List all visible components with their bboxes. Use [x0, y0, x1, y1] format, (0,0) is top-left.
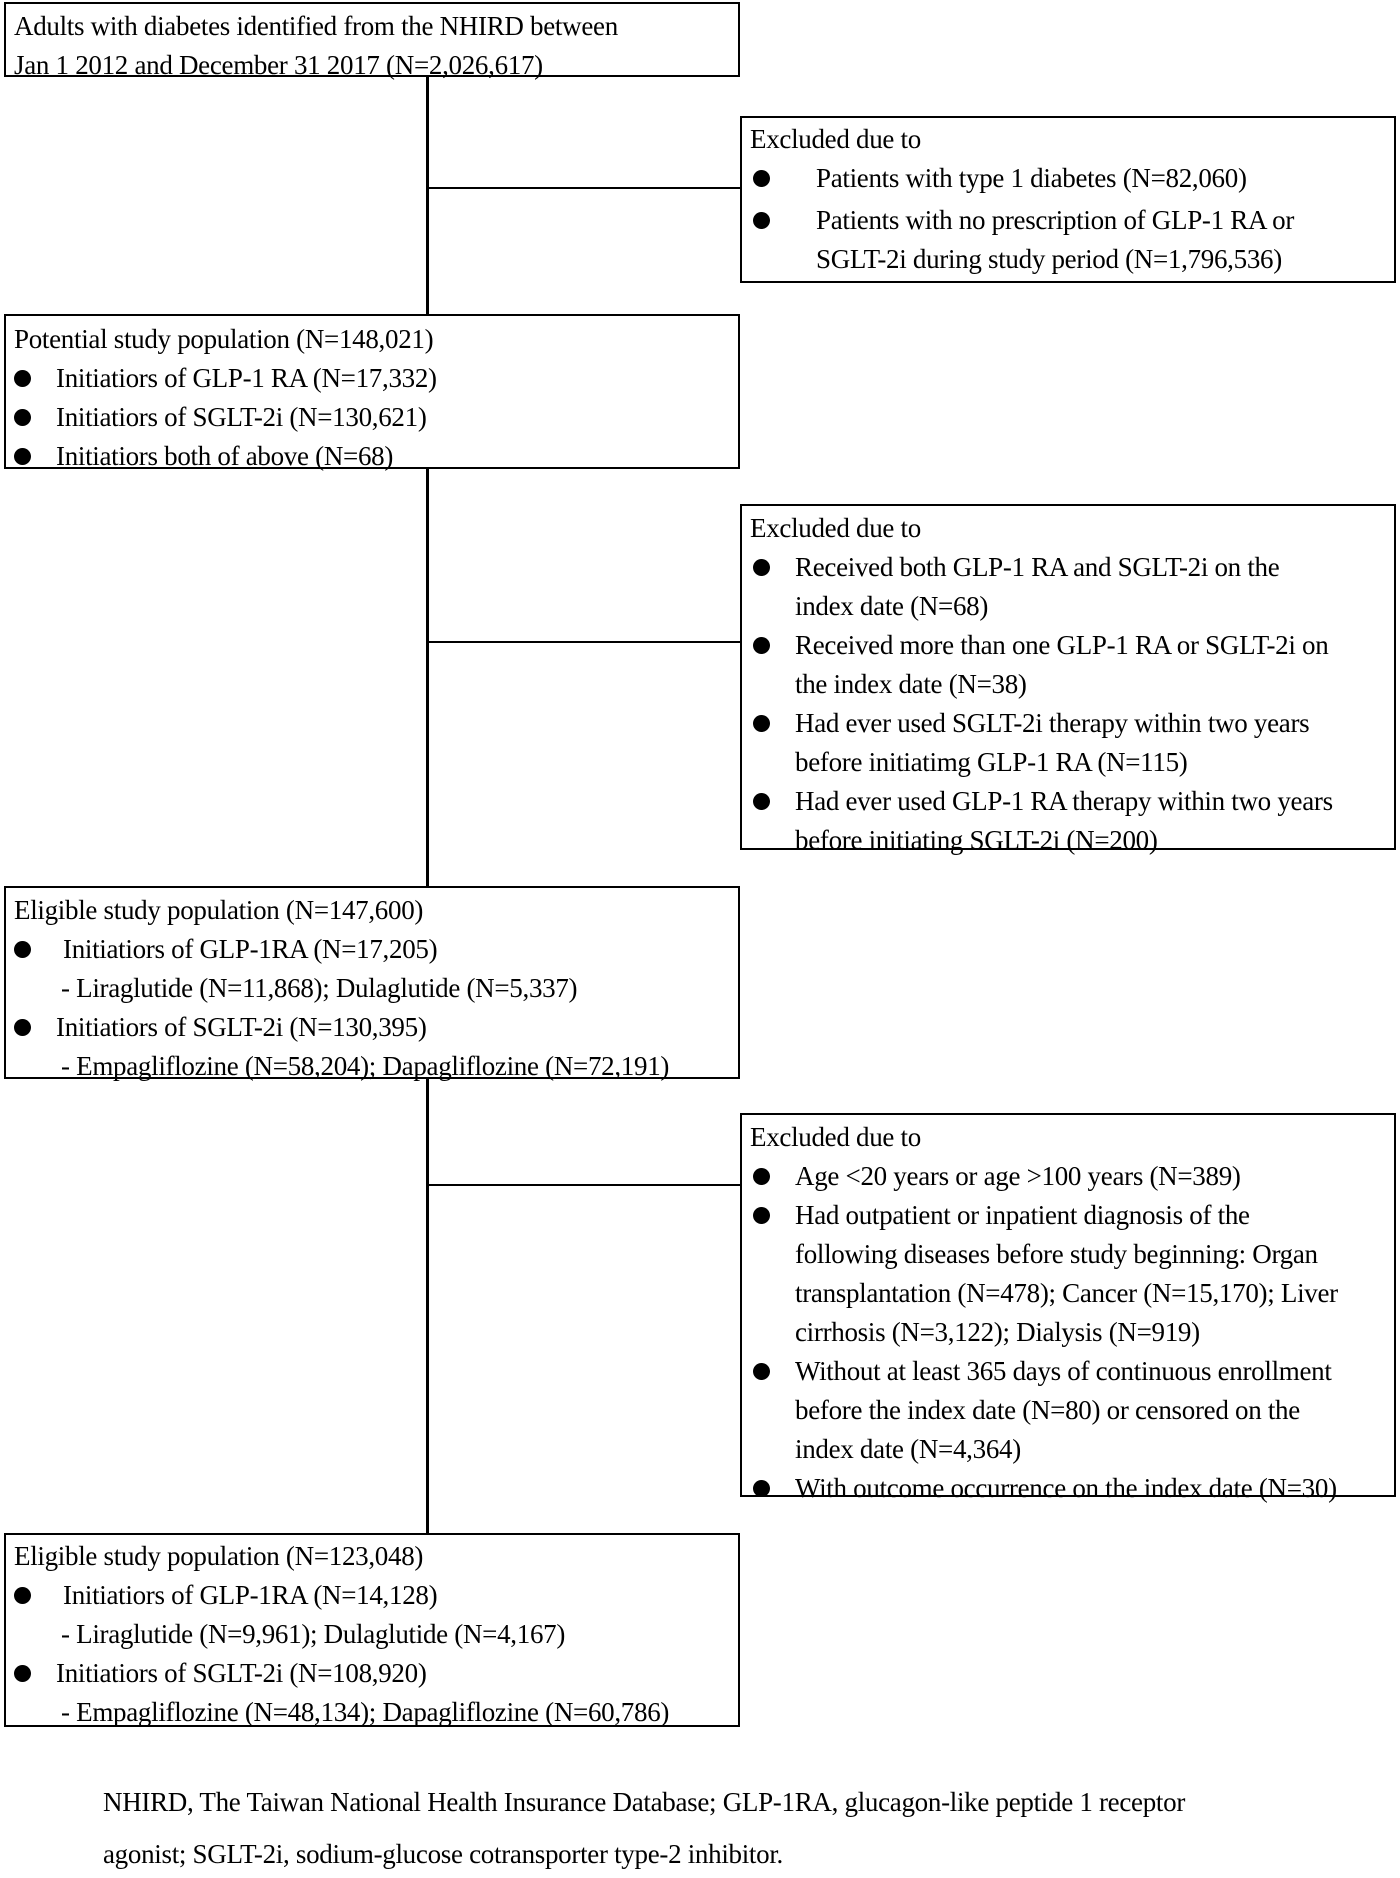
eligible-population-title: Eligible study population (N=123,048) [14, 1541, 424, 1571]
exclusion-item [742, 704, 1394, 782]
population-item-text: Initiatiors both of above (N=68) [56, 441, 394, 471]
exclusion-item-line: Received more than one GLP-1 RA or SGLT-2i on [795, 630, 1329, 660]
eligible-population-box-2 [4, 1533, 740, 1727]
population-item [6, 437, 738, 476]
exclusion-item-line: Age <20 years or age >100 years (N=389) [795, 1161, 1241, 1191]
eligible-population-box-1 [4, 886, 740, 1079]
glp1-initiators-text: Initiatiors of GLP-1RA (N=14,128) [63, 1580, 438, 1610]
exclusion-item [742, 1157, 1394, 1196]
exclusion-box-1 [740, 116, 1396, 283]
exclusion-item-line: cirrhosis (N=3,122); Dialysis (N=919) [795, 1317, 1200, 1347]
exclusion-connector-3 [426, 1184, 740, 1186]
population-item-text: Initiatiors of GLP-1 RA (N=17,332) [56, 363, 437, 393]
potential-population-title: Potential study population (N=148,021) [14, 324, 434, 354]
sglt2-initiators-text: Initiatiors of SGLT-2i (N=108,920) [56, 1658, 427, 1688]
bullet-icon [14, 1019, 31, 1036]
exclusion-item-line: Had ever used GLP-1 RA therapy within two years [795, 786, 1333, 816]
population-item-text: Initiatiors of SGLT-2i (N=130,621) [56, 402, 427, 432]
exclusion-item [742, 548, 1394, 626]
sglt2-initiators-item [6, 1008, 738, 1047]
exclusion-item-line: Received both GLP-1 RA and SGLT-2i on the [795, 552, 1280, 582]
exclusion-item-line: before the index date (N=80) or censored on the [795, 1395, 1300, 1425]
exclusion-item [742, 1196, 1394, 1352]
glp1-initiators-text: Initiatiors of GLP-1RA (N=17,205) [63, 934, 438, 964]
exclusion-item-line: Without at least 365 days of continuous enrollment [795, 1356, 1332, 1386]
bullet-icon [14, 1665, 31, 1682]
exclusion-item-line: Had outpatient or inpatient diagnosis of the [795, 1200, 1250, 1230]
exclusion-item-line: the index date (N=38) [795, 669, 1027, 699]
sglt2-drug-breakdown: - Empagliflozine (N=48,134); Dapagliflozine (N=60,786) [61, 1697, 670, 1727]
exclusion-item-line: index date (N=4,364) [795, 1434, 1021, 1464]
exclusion-item-line: index date (N=68) [795, 591, 989, 621]
bullet-icon [753, 637, 770, 654]
exclusion-box-2 [740, 504, 1396, 855]
bullet-icon [753, 1207, 770, 1224]
footnote-line-1: NHIRD, The Taiwan National Health Insurance Database; GLP-1RA, glucagon-like peptide 1 receptor [103, 1787, 1186, 1817]
glp1-drug-breakdown: - Liraglutide (N=11,868); Dulaglutide (N=5,337) [61, 973, 578, 1003]
exclusion-item [742, 1352, 1394, 1469]
exclusion-item-line: transplantation (N=478); Cancer (N=15,170); Liver [795, 1278, 1338, 1308]
exclusion-title: Excluded due to [750, 124, 921, 154]
sglt2-initiators-text: Initiatiors of SGLT-2i (N=130,395) [56, 1012, 427, 1042]
glp1-drug-breakdown: - Liraglutide (N=9,961); Dulaglutide (N=4,167) [61, 1619, 566, 1649]
exclusion-title: Excluded due to [750, 1122, 921, 1152]
population-item [6, 359, 738, 398]
exclusion-item [742, 782, 1394, 860]
bullet-icon [753, 212, 770, 229]
exclusion-item [742, 1469, 1394, 1508]
source-line-1: Adults with diabetes identified from the NHIRD between [14, 11, 618, 41]
exclusion-item-line: following diseases before study beginning: Organ [795, 1239, 1318, 1269]
sglt2-drug-breakdown: - Empagliflozine (N=58,204); Dapagliflozine (N=72,191) [61, 1051, 670, 1081]
bullet-icon [14, 941, 31, 958]
bullet-icon [753, 1168, 770, 1185]
bullet-icon [14, 448, 31, 465]
bullet-icon [14, 409, 31, 426]
bullet-icon [753, 715, 770, 732]
glp1-initiators-item [6, 1576, 738, 1615]
bullet-icon [14, 370, 31, 387]
exclusion-item [742, 159, 1394, 198]
bullet-icon [753, 1480, 770, 1497]
exclusion-box-3 [740, 1113, 1396, 1503]
exclusion-item-line: Patients with no prescription of GLP-1 RA or [816, 205, 1295, 235]
bullet-icon [14, 1587, 31, 1604]
exclusion-connector-1 [426, 187, 740, 189]
exclusion-item-line: SGLT-2i during study period (N=1,796,536) [816, 244, 1282, 274]
exclusion-item-line: Patients with type 1 diabetes (N=82,060) [816, 163, 1247, 193]
eligible-population-title: Eligible study population (N=147,600) [14, 895, 424, 925]
exclusion-title: Excluded due to [750, 513, 921, 543]
bullet-icon [753, 1363, 770, 1380]
exclusion-item [742, 626, 1394, 704]
sglt2-initiators-item [6, 1654, 738, 1693]
glp1-initiators-item [6, 930, 738, 969]
exclusion-item [742, 201, 1394, 279]
bullet-icon [753, 559, 770, 576]
exclusion-item-line: before initiatimg GLP-1 RA (N=115) [795, 747, 1188, 777]
source-line-2: Jan 1 2012 and December 31 2017 (N=2,026,617) [14, 50, 543, 80]
bullet-icon [753, 170, 770, 187]
main-flow-line [426, 75, 429, 1533]
potential-population-box [4, 314, 740, 469]
source-population-box [4, 2, 740, 80]
footnote-line-2: agonist; SGLT-2i, sodium-glucose cotransporter type-2 inhibitor. [103, 1839, 783, 1869]
population-item [6, 398, 738, 437]
exclusion-connector-2 [426, 641, 740, 643]
exclusion-item-line: Had ever used SGLT-2i therapy within two years [795, 708, 1310, 738]
exclusion-item-line: before initiating SGLT-2i (N=200) [795, 825, 1158, 855]
exclusion-item-line: With outcome occurrence on the index date (N=30) [795, 1473, 1337, 1503]
bullet-icon [753, 793, 770, 810]
